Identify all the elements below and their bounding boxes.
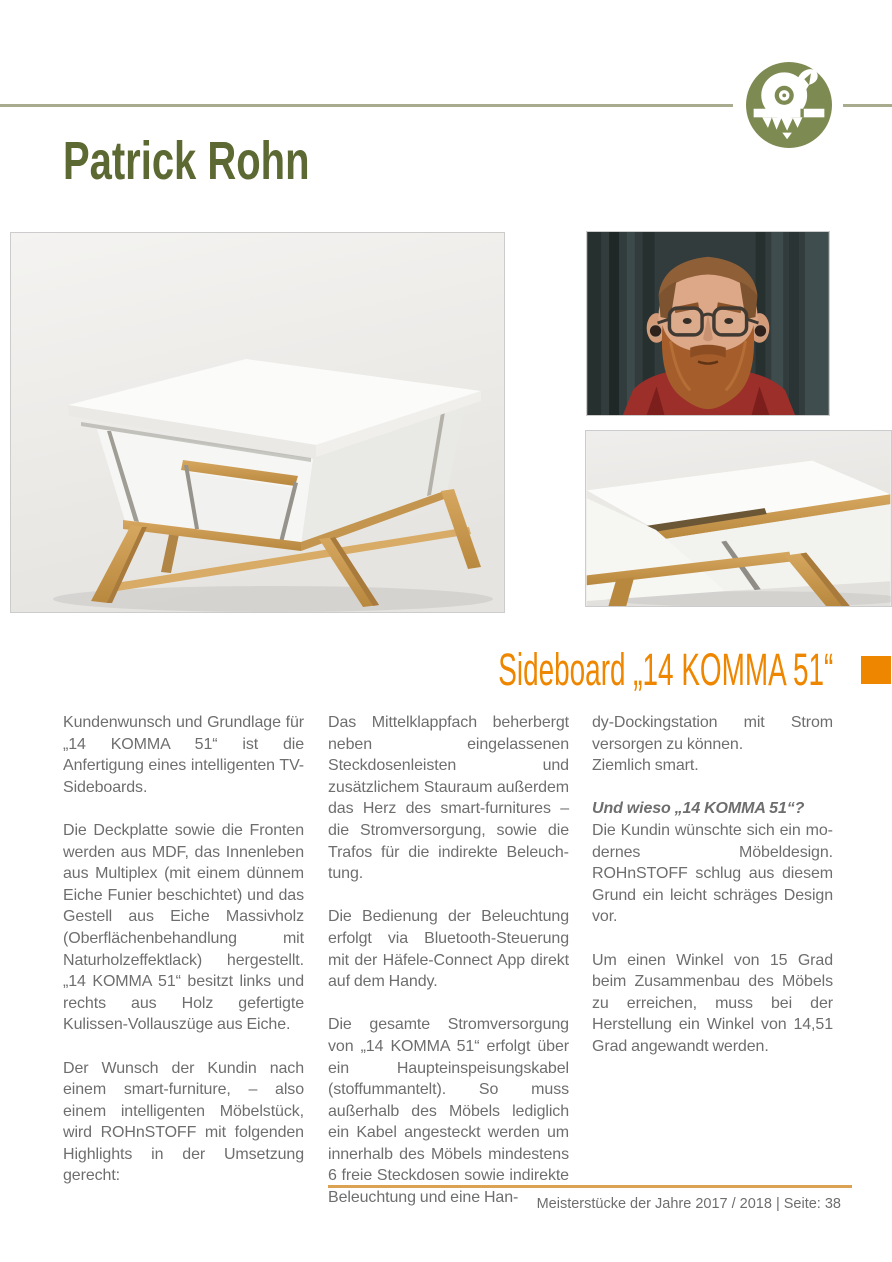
circular-saw-icon	[746, 60, 832, 151]
header-rule-right	[843, 104, 892, 107]
paragraph: Die Kundin wünschte sich ein modernes Möbeldesign. ROHnSTOFF schlug aus diesem Grund ein leicht schräges Design vor.	[592, 821, 833, 926]
sub-heading: Und wieso „14 KOMMA 51“?	[592, 800, 805, 818]
craftsman-portrait-photo	[586, 231, 830, 416]
paragraph: Das Mittelklappfach beherbergt neben eingelassenen Steckdosenleisten und zusätzlichem Stauraum außerdem das Herz des smart-furnitures – die Stromversorgung, sowie die Trafos für die indirekte Beleuchtung.	[328, 714, 569, 883]
workshop-logo-badge	[746, 62, 832, 148]
paragraph: dy-Dockingstation mit Strom versorgen zu können.	[592, 714, 833, 753]
footer-pagination: Meisterstücke der Jahre 2017 / 2018 | Seite: 38	[536, 1196, 841, 1212]
article-heading: Sideboard „14 KOMMA 51“	[498, 644, 833, 695]
paragraph: Die gesamte Stromversorgung von „14 KOMMA 51“ erfolgt über ein Haupteinspeisungskabel (stoffummantelt). So muss außerhalb des Möbels lediglich ein Kabel angesteckt werden um innerhalb des Möbels mindestens 6 freie Steckdosen sowie indirekte Beleuchtung und eine Han-	[328, 1016, 569, 1207]
body-column-2	[328, 712, 569, 1230]
paragraph: Um einen Winkel von 15 Grad beim Zusammenbau des Möbels zu erreichen, muss bei der Herstellung ein Winkel von 14,51 Grad angewandt werden.	[592, 951, 833, 1055]
paragraph: Kundenwunsch und Grundlage für „14 KOMMA 51“ ist die Anfertigung eines intelligenten TV-Sideboards.	[63, 714, 304, 796]
header-rule-left	[0, 104, 733, 107]
paragraph: Ziemlich smart.	[592, 757, 699, 775]
sideboard-detail-photo	[585, 430, 892, 607]
footer-rule	[328, 1185, 852, 1188]
body-column-1	[63, 712, 304, 1209]
body-column-3	[592, 712, 833, 1079]
paragraph: Die Deckplatte sowie die Fronten werden aus MDF, das Innenleben aus Multiplex (mit einem dünnem Eiche Funier beschichtet) und das Gestell aus Eiche Massivholz (Oberflächenbehandlung mit Naturholzeffektlack) hergestellt. „14 KOMMA 51“ besitzt links und rechts aus Holz gefertigte Kulissen-Vollauszüge aus Eiche.	[63, 821, 304, 1034]
paragraph: Die Bedienung der Beleuchtung erfolgt via Bluetooth-Steuerung mit der Häfele-Connect App direkt auf dem Handy.	[328, 908, 569, 991]
heading-accent-square	[861, 656, 891, 684]
sideboard-studio-photo	[10, 232, 505, 613]
page-title: Patrick Rohn	[63, 131, 310, 191]
paragraph: Der Wunsch der Kundin nach einem smart-furniture, – also einem intelligenten Möbelstück, wird ROHnSTOFF mit folgenden Highlights in der Umsetzung gerecht:	[63, 1059, 304, 1185]
